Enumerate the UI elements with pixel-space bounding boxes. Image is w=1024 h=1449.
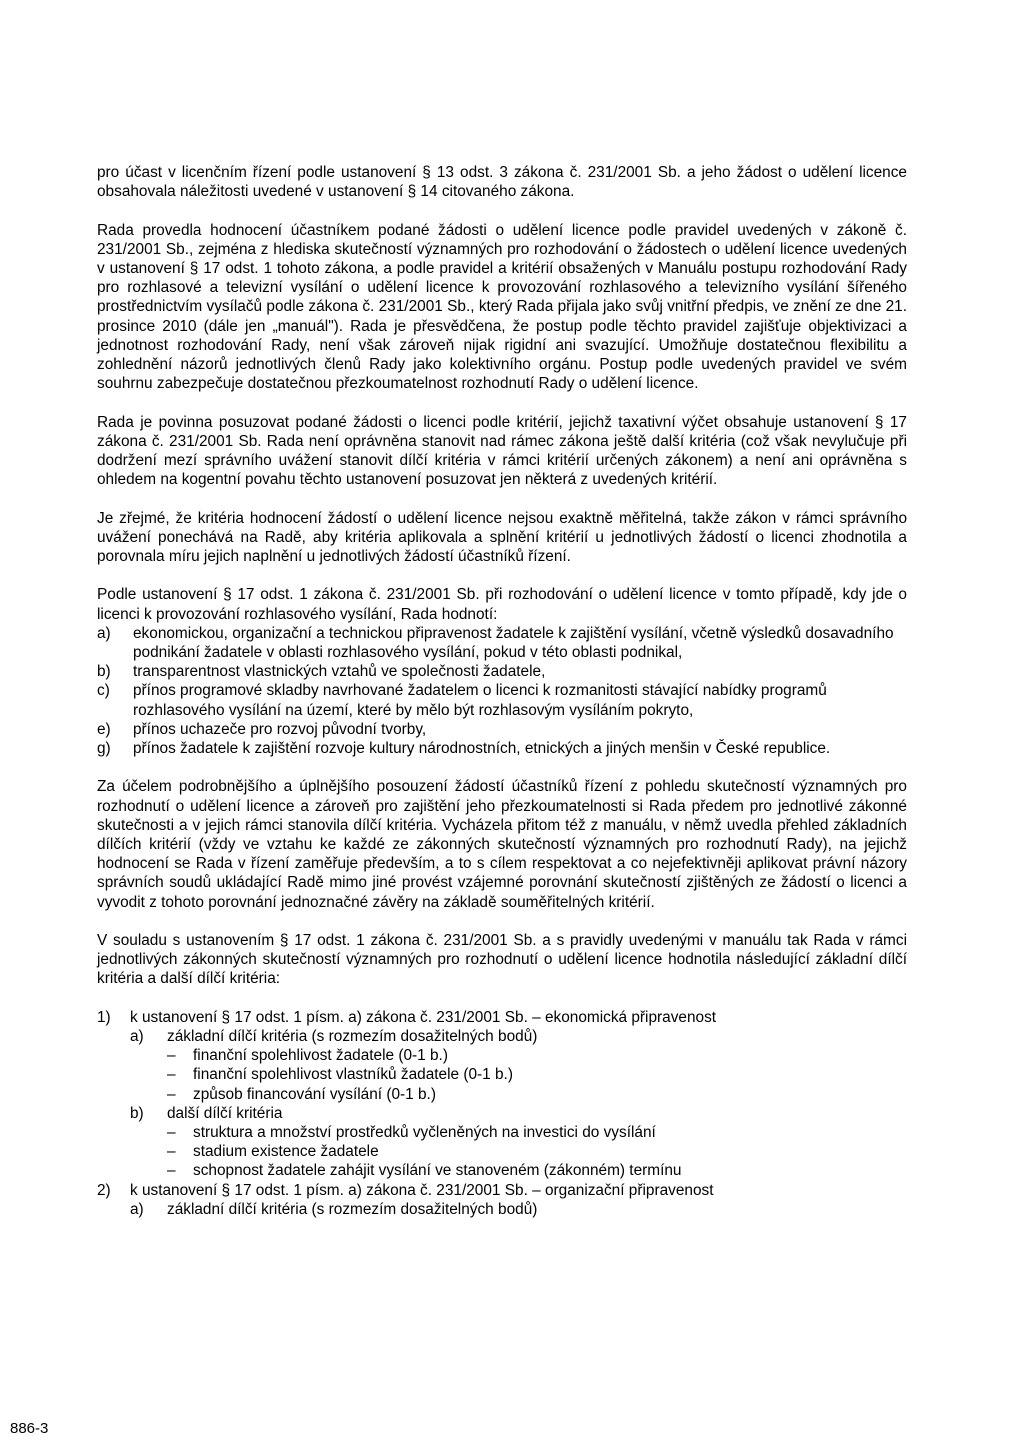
paragraph-legal-basis: Podle ustanovení § 17 odst. 1 zákona č. 231/2001 Sb. při rozhodování o udělení licence v tomto případě, kdy jde o licenci k provozování rozhlasového vysílání, Rada hodnotí: — [97, 586, 907, 623]
list-item — [97, 1046, 907, 1065]
list-item — [97, 739, 907, 758]
outline-item-text: základní dílčí kritéria (s rozmezím dosažitelných bodů) — [167, 1028, 538, 1046]
outline-marker: a) — [130, 1028, 144, 1046]
list-item-text: způsob financování vysílání (0-1 b.) — [193, 1085, 436, 1103]
list-marker: g) — [97, 740, 111, 758]
outline-item-text: k ustanovení § 17 odst. 1 písm. a) zákona č. 231/2001 Sb. – ekonomická připravenost — [130, 1008, 717, 1026]
list-item-text: přínos uchazeče pro rozvoj původní tvorby, — [133, 720, 427, 738]
list-marker: b) — [97, 663, 111, 681]
list-item — [97, 662, 907, 681]
page-number: 886-3 — [10, 1420, 49, 1437]
criteria-list — [97, 624, 907, 758]
document-body — [97, 163, 907, 1219]
list-item-text: transparentnost vlastnických vztahů ve společnosti žadatele, — [133, 663, 546, 681]
paragraph-discretion: Je zřejmé, že kritéria hodnocení žádostí o udělení licence nejsou exaktně měřitelná, takže zákon v rámci správního uvážení ponechává na Radě, aby kritéria aplikovala a splnění kritérií u jednotlivých žádostí o licenci zhodnotila a porovnala míru jejich naplnění u jednotlivých žádostí účastníků řízení. — [97, 509, 907, 566]
dash-marker: – — [167, 1162, 176, 1180]
list-marker: c) — [97, 682, 110, 700]
paragraph-subcriteria-purpose: Za účelem podrobnějšího a úplnějšího posouzení žádostí účastníků řízení z pohledu skutečností významných pro rozhodnutí o udělení licence a zároveň pro zajištění jeho přezkoumatelnosti si Rada předem pro jednotlivé zákonné skutečnosti a v jejich rámci stanovila dílčí kritéria. Vycházela přitom též z manuálu, v němž uvedla přehled základních dílčích kritérií (vždy ve vztahu ke každé ze zákonných skutečností významných pro rozhodnutí Rady), na jejichž hodnocení se Rada v řízení zaměřuje především, a to s cílem respektovat a co nejefektivněji aplikovat právní názory správních soudů ukládající Radě mimo jiné provést vzájemné porovnání skutečností zjištěných ze žádostí o licenci a vyvodit z tohoto porovnání jednoznačné závěry na základě souměřitelných kritérií. — [97, 778, 907, 911]
outline-subitem-additional — [97, 1104, 907, 1123]
outline-subitem-basic — [97, 1200, 907, 1219]
list-item-text: finanční spolehlivost žadatele (0-1 b.) — [193, 1047, 448, 1065]
list-item-text: ekonomickou, organizační a technickou připravenost žadatele k zajištění vysílání, včetně výsledků dosavadního podnikání žadatele v oblasti rozhlasového vysílání, pokud v této oblasti podnikal, — [133, 624, 894, 662]
list-item — [97, 1123, 907, 1142]
outline-subitem-basic — [97, 1027, 907, 1046]
dash-marker: – — [167, 1066, 176, 1084]
list-item-text: struktura a množství prostředků vyčleněných na investici do vysílání — [193, 1124, 656, 1142]
paragraph-license-participation: pro účast v licenčním řízení podle ustanovení § 13 odst. 3 zákona č. 231/2001 Sb. a jeho žádost o udělení licence obsahovala náležitosti uvedené v ustanovení § 14 citovaného zákona. — [97, 164, 907, 201]
list-item-text: schopnost žadatele zahájit vysílání ve stanoveném (zákonném) termínu — [193, 1162, 682, 1180]
list-marker: e) — [97, 720, 111, 738]
dash-marker: – — [167, 1085, 176, 1103]
outline-marker: 2) — [97, 1181, 111, 1199]
spacer — [97, 758, 907, 777]
list-item — [97, 1085, 907, 1104]
list-item — [97, 624, 907, 662]
list-marker: a) — [97, 624, 111, 642]
outline-item-organizational — [97, 1181, 907, 1200]
paragraph-evaluation-method: Rada provedla hodnocení účastníkem podané žádosti o udělení licence podle pravidel uvedených v zákoně č. 231/2001 Sb., zejména z hlediska skutečností významných pro rozhodování o žádostech o udělení licence uvedených v ustanovení § 17 odst. 1 tohoto zákona, a podle pravidel a kritérií obsažených v Manuálu postupu rozhodování Rady pro rozhlasové a televizní vysílání o udělení licence k provozování rozhlasového a televizního vysílání šířeného prostřednictvím vysílačů podle zákona č. 231/2001 Sb., který Rada přijala jako svůj vnitřní předpis, ve znění ze dne 21. prosince 2010 (dále jen „manuál"). Rada je přesvědčena, že postup podle těchto pravidel zajišťuje objektivizaci a jednotnost rozhodování Rady, není však zároveň nijak rigidní ani svazující. Umožňuje dostatečnou flexibilitu a zohlednění názorů jednotlivých členů Rady jako kolektivního orgánu. Postup podle uvedených pravidel ve svém souhrnu zabezpečuje dostatečnou přezkoumatelnost rozhodnutí Rady o udělení licence. — [97, 221, 907, 393]
list-item — [97, 720, 907, 739]
outline-item-economic — [97, 1008, 907, 1027]
outline-item-text: k ustanovení § 17 odst. 1 písm. a) zákona č. 231/2001 Sb. – organizační připravenost — [130, 1181, 714, 1199]
list-item — [97, 681, 907, 719]
list-item — [97, 1065, 907, 1084]
list-item-text: přínos žadatele k zajištění rozvoje kultury národnostních, etnických a jiných menšin v České republice. — [133, 740, 831, 758]
dash-marker: – — [167, 1047, 176, 1065]
paragraph-criteria-obligation: Rada je povinna posuzovat podané žádosti o licenci podle kritérií, jejichž taxativní výčet obsahuje ustanovení § 17 zákona č. 231/2001 Sb. Rada není oprávněna stanovit nad rámec zákona ještě další kritéria (což však nevylučuje při dodržení mezí správního uvážení stanovit dílčí kritéria v rámci kritérií určených zákonem) a není ani oprávněna s ohledem na kogentní povahu těchto ustanovení posuzovat jen některá z uvedených kritérií. — [97, 413, 907, 489]
outline-marker: b) — [130, 1104, 144, 1122]
criteria-outline — [97, 1008, 907, 1219]
list-item-text: přínos programové skladby navrhované žadatelem o licenci k rozmanitosti stávající nabídky programů rozhlasového vysílání na území, které by mělo být rozhlasovým vysíláním pokryto, — [133, 682, 827, 719]
outline-marker: 1) — [97, 1008, 111, 1026]
list-item-text: finanční spolehlivost vlastníků žadatele (0-1 b.) — [193, 1066, 513, 1084]
outline-marker: a) — [130, 1200, 144, 1218]
paragraph-subcriteria-intro: V souladu s ustanovením § 17 odst. 1 zákona č. 231/2001 Sb. a s pravidly uvedenými v manuálu tak Rada v rámci jednotlivých zákonných skutečností významných pro rozhodnutí o udělení licence hodnotila následující základní dílčí kritéria a další dílčí kritéria: — [97, 932, 907, 988]
dash-marker: – — [167, 1124, 176, 1142]
list-item — [97, 1161, 907, 1180]
outline-item-text: další dílčí kritéria — [167, 1104, 283, 1122]
dash-marker: – — [167, 1143, 176, 1161]
outline-item-text: základní dílčí kritéria (s rozmezím dosažitelných bodů) — [167, 1200, 538, 1218]
list-item — [97, 1142, 907, 1161]
list-item-text: stadium existence žadatele — [193, 1143, 379, 1161]
